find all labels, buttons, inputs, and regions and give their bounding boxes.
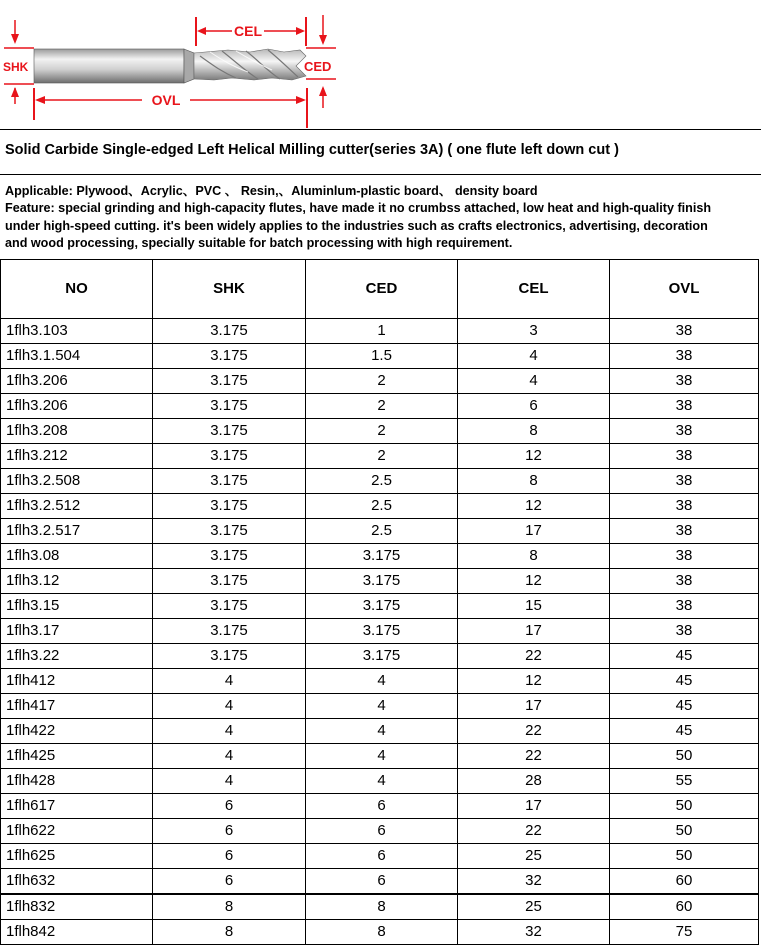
cell-cel: 22 xyxy=(458,719,610,744)
cell-ovl: 38 xyxy=(610,444,759,469)
cell-ovl: 60 xyxy=(610,894,759,920)
cell-shk: 3.175 xyxy=(153,644,306,669)
table-row xyxy=(1,469,759,494)
cell-shk: 3.175 xyxy=(153,619,306,644)
cell-no: 1flh3.12 xyxy=(1,569,153,594)
cell-cel: 8 xyxy=(458,469,610,494)
cell-ovl: 55 xyxy=(610,769,759,794)
cell-shk: 6 xyxy=(153,794,306,819)
cell-ced: 2 xyxy=(306,394,458,419)
cell-no: 1flh632 xyxy=(1,869,153,895)
table-row xyxy=(1,719,759,744)
cell-ced: 3.175 xyxy=(306,569,458,594)
cell-ced: 6 xyxy=(306,794,458,819)
cell-shk: 6 xyxy=(153,844,306,869)
cell-ced: 2.5 xyxy=(306,494,458,519)
cell-ovl: 38 xyxy=(610,369,759,394)
table-row xyxy=(1,920,759,945)
applicable-text: Applicable: Plywood、Acrylic、PVC 、 Resin,、Aluminlum-plastic board、 density board xyxy=(5,184,538,198)
cell-ovl: 50 xyxy=(610,844,759,869)
cell-ovl: 38 xyxy=(610,544,759,569)
table-row xyxy=(1,844,759,869)
cell-no: 1flh3.08 xyxy=(1,544,153,569)
cell-cel: 32 xyxy=(458,869,610,895)
cell-shk: 3.175 xyxy=(153,594,306,619)
header-ovl: OVL xyxy=(610,260,759,319)
table-row xyxy=(1,694,759,719)
cell-no: 1flh412 xyxy=(1,669,153,694)
cell-ovl: 38 xyxy=(610,569,759,594)
cell-ced: 2 xyxy=(306,369,458,394)
cell-ovl: 45 xyxy=(610,644,759,669)
cell-cel: 4 xyxy=(458,369,610,394)
table-row xyxy=(1,319,759,344)
spec-table xyxy=(0,259,759,945)
cell-shk: 4 xyxy=(153,744,306,769)
top-divider xyxy=(0,129,761,130)
cell-cel: 12 xyxy=(458,569,610,594)
cell-shk: 3.175 xyxy=(153,519,306,544)
cell-no: 1flh842 xyxy=(1,920,153,945)
table-row xyxy=(1,569,759,594)
table-header-row xyxy=(1,260,759,319)
cell-cel: 17 xyxy=(458,619,610,644)
cell-no: 1flh428 xyxy=(1,769,153,794)
spec-table-body xyxy=(1,319,759,945)
cell-ovl: 38 xyxy=(610,519,759,544)
cell-shk: 3.175 xyxy=(153,419,306,444)
table-row xyxy=(1,619,759,644)
cell-shk: 4 xyxy=(153,719,306,744)
cell-no: 1flh622 xyxy=(1,819,153,844)
ced-label: CED xyxy=(304,59,332,74)
table-row xyxy=(1,544,759,569)
feature-text-line-2: under high-speed cutting. it's been widely applies to the industries such as crafts electronics, advertising, decoration xyxy=(5,218,708,233)
cell-cel: 3 xyxy=(458,319,610,344)
table-row xyxy=(1,894,759,920)
product-description xyxy=(5,183,757,253)
table-row xyxy=(1,394,759,419)
table-row xyxy=(1,594,759,619)
cell-shk: 8 xyxy=(153,894,306,920)
cell-cel: 28 xyxy=(458,769,610,794)
cutter-dimension-diagram xyxy=(0,0,761,130)
cell-ced: 2 xyxy=(306,419,458,444)
cell-ovl: 45 xyxy=(610,669,759,694)
cell-shk: 6 xyxy=(153,869,306,895)
cell-ced: 8 xyxy=(306,894,458,920)
cell-shk: 6 xyxy=(153,819,306,844)
ovl-label: OVL xyxy=(151,92,181,108)
cell-ovl: 50 xyxy=(610,794,759,819)
cell-no: 1flh3.212 xyxy=(1,444,153,469)
table-row xyxy=(1,444,759,469)
cell-no: 1flh3.1.504 xyxy=(1,344,153,369)
cell-ced: 3.175 xyxy=(306,619,458,644)
header-no: NO xyxy=(1,260,153,319)
cell-ced: 3.175 xyxy=(306,644,458,669)
cell-ced: 4 xyxy=(306,744,458,769)
cell-cel: 17 xyxy=(458,519,610,544)
cell-cel: 22 xyxy=(458,644,610,669)
cell-cel: 17 xyxy=(458,794,610,819)
cell-ovl: 38 xyxy=(610,319,759,344)
cell-no: 1flh3.17 xyxy=(1,619,153,644)
cell-ced: 1 xyxy=(306,319,458,344)
cell-ced: 4 xyxy=(306,719,458,744)
table-row xyxy=(1,519,759,544)
cell-no: 1flh3.208 xyxy=(1,419,153,444)
cell-no: 1flh3.15 xyxy=(1,594,153,619)
cell-no: 1flh625 xyxy=(1,844,153,869)
cell-shk: 3.175 xyxy=(153,494,306,519)
cell-ovl: 38 xyxy=(610,594,759,619)
cell-ced: 8 xyxy=(306,920,458,945)
cell-cel: 4 xyxy=(458,344,610,369)
cell-shk: 4 xyxy=(153,694,306,719)
cell-ced: 4 xyxy=(306,769,458,794)
cutter-tool-image xyxy=(34,49,306,83)
cell-no: 1flh3.206 xyxy=(1,369,153,394)
cell-cel: 17 xyxy=(458,694,610,719)
header-shk: SHK xyxy=(153,260,306,319)
title-divider xyxy=(0,174,761,175)
cell-ced: 4 xyxy=(306,694,458,719)
header-ced: CED xyxy=(306,260,458,319)
cell-ovl: 38 xyxy=(610,494,759,519)
cell-cel: 8 xyxy=(458,544,610,569)
cell-shk: 3.175 xyxy=(153,469,306,494)
shk-label: SHK xyxy=(3,60,29,74)
cell-ced: 2.5 xyxy=(306,519,458,544)
cell-ovl: 38 xyxy=(610,619,759,644)
cell-cel: 22 xyxy=(458,819,610,844)
cell-no: 1flh832 xyxy=(1,894,153,920)
table-row xyxy=(1,644,759,669)
table-row xyxy=(1,344,759,369)
cell-shk: 3.175 xyxy=(153,569,306,594)
cell-ovl: 60 xyxy=(610,869,759,895)
cell-no: 1flh3.2.512 xyxy=(1,494,153,519)
cell-ced: 6 xyxy=(306,819,458,844)
cell-ced: 1.5 xyxy=(306,344,458,369)
cell-shk: 3.175 xyxy=(153,544,306,569)
table-row xyxy=(1,369,759,394)
header-cel: CEL xyxy=(458,260,610,319)
cell-no: 1flh3.2.517 xyxy=(1,519,153,544)
cell-no: 1flh3.103 xyxy=(1,319,153,344)
cell-shk: 4 xyxy=(153,769,306,794)
cel-label: CEL xyxy=(234,23,262,39)
feature-text-line-1: Feature: special grinding and high-capacity flutes, have made it no crumbss attached, low heat and high-quality finish xyxy=(5,201,712,216)
cell-no: 1flh3.2.508 xyxy=(1,469,153,494)
page-title: Solid Carbide Single-edged Left Helical Milling cutter(series 3A) ( one flute left down cut ) xyxy=(5,142,619,158)
cell-shk: 3.175 xyxy=(153,369,306,394)
cell-cel: 15 xyxy=(458,594,610,619)
cell-cel: 25 xyxy=(458,894,610,920)
cell-ced: 3.175 xyxy=(306,594,458,619)
table-row xyxy=(1,869,759,895)
cell-cel: 22 xyxy=(458,744,610,769)
cell-cel: 12 xyxy=(458,494,610,519)
cell-no: 1flh617 xyxy=(1,794,153,819)
cell-ced: 2.5 xyxy=(306,469,458,494)
feature-text-line-3: and wood processing, specially suitable for batch processing with high requirement. xyxy=(5,236,513,251)
cell-ovl: 75 xyxy=(610,920,759,945)
cell-ovl: 50 xyxy=(610,744,759,769)
cell-ovl: 38 xyxy=(610,344,759,369)
cell-cel: 6 xyxy=(458,394,610,419)
cell-shk: 3.175 xyxy=(153,319,306,344)
cell-ced: 2 xyxy=(306,444,458,469)
cell-shk: 3.175 xyxy=(153,444,306,469)
cell-ovl: 45 xyxy=(610,694,759,719)
table-row xyxy=(1,744,759,769)
cell-no: 1flh425 xyxy=(1,744,153,769)
cell-ovl: 38 xyxy=(610,394,759,419)
table-row xyxy=(1,769,759,794)
table-row xyxy=(1,494,759,519)
cell-no: 1flh3.22 xyxy=(1,644,153,669)
cell-ovl: 45 xyxy=(610,719,759,744)
cell-ced: 3.175 xyxy=(306,544,458,569)
cell-ced: 6 xyxy=(306,844,458,869)
cell-ovl: 50 xyxy=(610,819,759,844)
cell-no: 1flh422 xyxy=(1,719,153,744)
cell-no: 1flh417 xyxy=(1,694,153,719)
cell-ovl: 38 xyxy=(610,469,759,494)
cell-ced: 6 xyxy=(306,869,458,895)
table-row xyxy=(1,669,759,694)
table-row xyxy=(1,794,759,819)
cell-shk: 3.175 xyxy=(153,344,306,369)
cell-shk: 3.175 xyxy=(153,394,306,419)
table-row xyxy=(1,819,759,844)
cell-ced: 4 xyxy=(306,669,458,694)
cell-no: 1flh3.206 xyxy=(1,394,153,419)
cell-cel: 12 xyxy=(458,444,610,469)
cell-shk: 8 xyxy=(153,920,306,945)
cell-shk: 4 xyxy=(153,669,306,694)
cell-cel: 25 xyxy=(458,844,610,869)
cell-cel: 12 xyxy=(458,669,610,694)
cell-ovl: 38 xyxy=(610,419,759,444)
cell-cel: 32 xyxy=(458,920,610,945)
table-row xyxy=(1,419,759,444)
cell-cel: 8 xyxy=(458,419,610,444)
